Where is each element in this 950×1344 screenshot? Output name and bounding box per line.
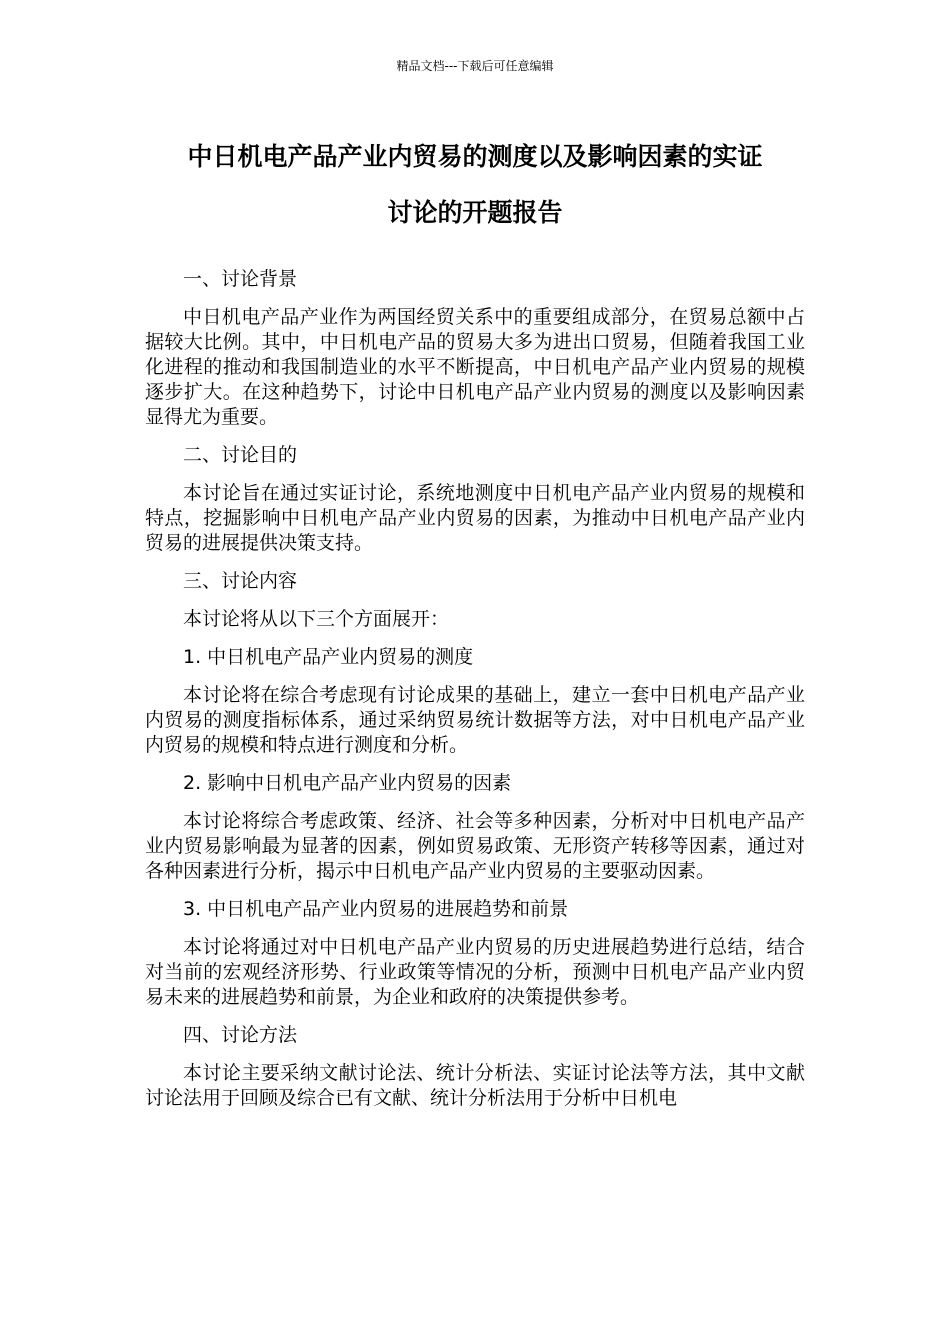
subheading-measurement: 1. 中日机电产品产业内贸易的测度	[183, 646, 474, 668]
paragraph-measurement: 本讨论将在综合考虑现有讨论成果的基础上，建立一套中日机电产品产业内贸易的测度指标体系，通过采纳贸易统计数据等方法，对中日机电产品产业内贸易的规模和特点进行测度和分析。	[145, 684, 805, 756]
page-header: 精品文档---下载后可任意编辑	[396, 59, 554, 73]
paragraph-background: 中日机电产品产业作为两国经贸关系中的重要组成部分，在贸易总额中占据较大比例。其中，中日机电产品的贸易大多为进出口贸易，但随着我国工业化进程的推动和我国制造业的水平不断提高，中日机电产品产业内贸易的规模逐步扩大。在这种趋势下，讨论中日机电产品产业内贸易的测度以及影响因素显得尤为重要。	[145, 306, 805, 428]
paragraph-methods: 本讨论主要采纳文献讨论法、统计分析法、实证讨论法等方法，其中文献讨论法用于回顾及综合已有文献、统计分析法用于分析中日机电	[145, 1062, 805, 1109]
paragraph-content-intro: 本讨论将从以下三个方面展开：	[183, 608, 450, 630]
section-heading-content: 三、讨论内容	[183, 570, 298, 592]
paragraph-factors: 本讨论将综合考虑政策、经济、社会等多种因素，分析对中日机电产品产业内贸易影响最为显著的因素，例如贸易政策、无形资产转移等因素，通过对各种因素进行分析，揭示中日机电产品产业内贸易的主要驱动因素。	[145, 810, 805, 882]
paragraph-purpose: 本讨论旨在通过实证讨论，系统地测度中日机电产品产业内贸易的规模和特点，挖掘影响中日机电产品产业内贸易的因素，为推动中日机电产品产业内贸易的进展提供决策支持。	[145, 482, 805, 554]
document-title-line-1: 中日机电产品产业内贸易的测度以及影响因素的实证	[187, 142, 763, 171]
section-heading-background: 一、讨论背景	[183, 268, 298, 290]
document-body	[145, 267, 805, 1124]
document-title-line-2: 讨论的开题报告	[387, 198, 563, 227]
paragraph-trends: 本讨论将通过对中日机电产品产业内贸易的历史进展趋势进行总结，结合对当前的宏观经济形势、行业政策等情况的分析，预测中日机电产品产业内贸易未来的进展趋势和前景，为企业和政府的决策提供参考。	[145, 936, 805, 1008]
section-heading-purpose: 二、讨论目的	[183, 444, 298, 466]
section-heading-methods: 四、讨论方法	[183, 1024, 298, 1046]
subheading-trends: 3. 中日机电产品产业内贸易的进展趋势和前景	[183, 898, 569, 920]
subheading-factors: 2. 影响中日机电产品产业内贸易的因素	[183, 772, 512, 794]
